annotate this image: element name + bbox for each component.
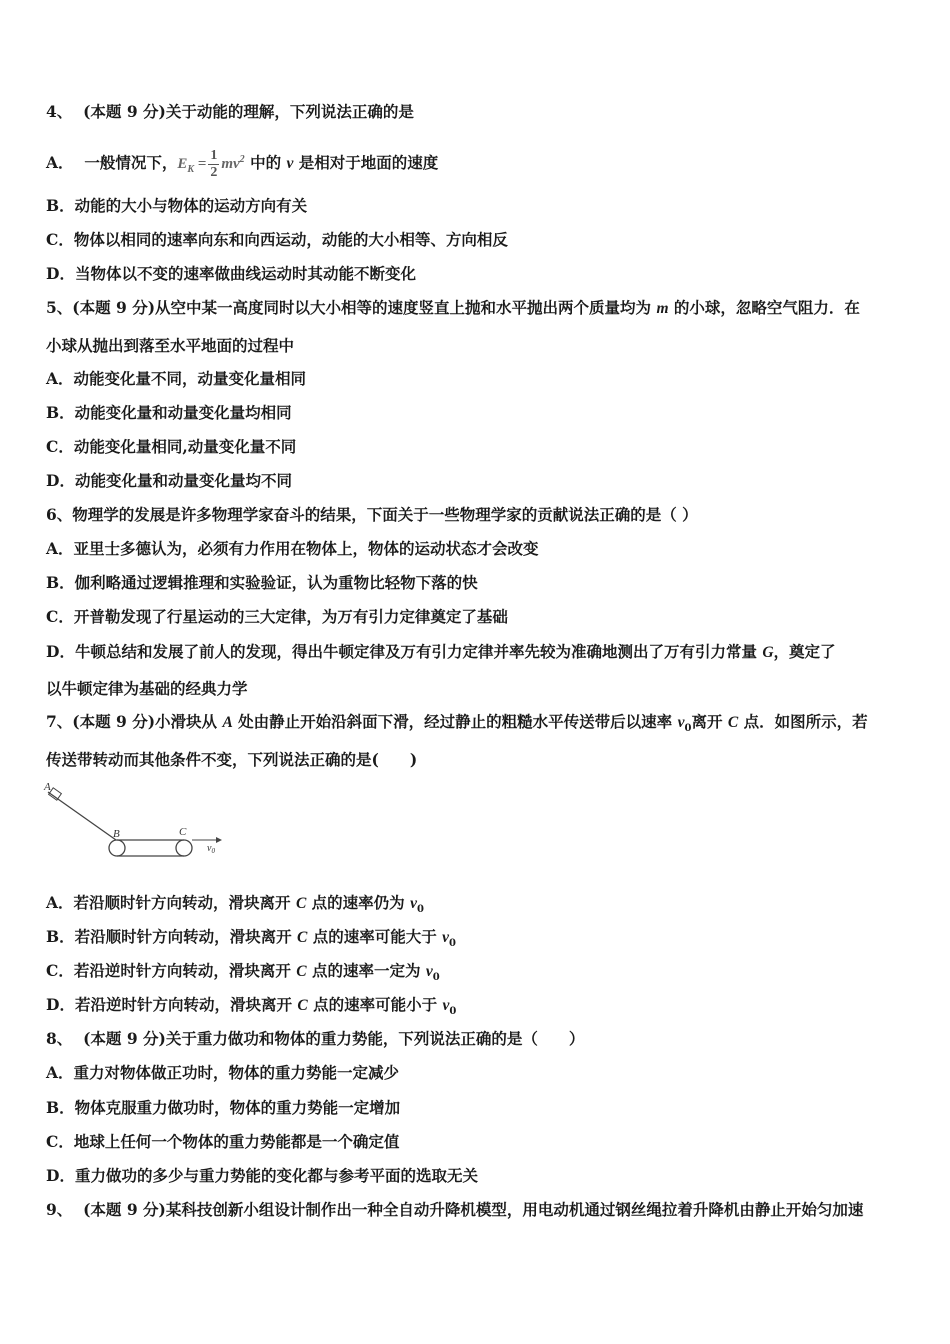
q7-option-c: C．若沿逆时针方向转动，滑块离开 C 点的速率一定为 $v_0$ [46, 961, 440, 984]
q8-option-a: A．重力对物体做正功时，物体的重力势能一定减少 [46, 1063, 400, 1082]
q4-option-b: B．动能的大小与物体的运动方向有关 [46, 196, 308, 215]
q6-stem: 6、物理学的发展是许多物理学家奋斗的结果，下面关于一些物理学家的贡献说法正确的是（ ） [46, 505, 698, 524]
q6-option-a: A．亚里士多德认为，必须有力作用在物体上，物体的运动状态才会改变 [46, 539, 539, 558]
q5-stem-line1: 5、(本题 9 分)从空中某一高度同时以大小相等的速度竖直上抛和水平抛出两个质量均为 m 的小球，忽略空气阻力．在 [46, 298, 860, 317]
q7-option-d: D．若沿逆时针方向转动，滑块离开 C 点的速率可能小于 $v_0$ [46, 995, 457, 1018]
fraction: $\frac{1}{2}$ [210, 148, 218, 181]
q8-option-d: D．重力做功的多少与重力势能的变化都与参考平面的选取无关 [46, 1166, 478, 1185]
q5-stem-line2: 小球从抛出到落至水平地面的过程中 [46, 336, 295, 355]
conveyor-belt-diagram [40, 780, 230, 862]
q4-option-a: A． 一般情况下，$E_K$ = $\frac{1}{2}$ $mv^2$ 中的 v 是相对于地面的速度 [46, 148, 439, 181]
label-v0: $v_0$ [207, 843, 215, 855]
q4-stem-text: (本题 9 分)关于动能的理解，下列说法正确的是 [83, 102, 414, 121]
q7-option-b: B．若沿顺时针方向转动，滑块离开 C 点的速率可能大于 $v_0$ [46, 927, 456, 950]
label-b: B [113, 828, 120, 840]
q4-stem [46, 102, 414, 122]
q4-option-c: C．物体以相同的速率向东和向西运动，动能的大小相等、方向相反 [46, 230, 508, 249]
q8-stem: 8、 (本题 9 分)关于重力做功和物体的重力势能，下列说法正确的是（ ） [46, 1029, 585, 1048]
q6-option-d-line2: 以牛顿定律为基础的经典力学 [46, 679, 248, 698]
q8-option-c: C．地球上任何一个物体的重力势能都是一个确定值 [46, 1132, 400, 1151]
belt-roller-right [176, 840, 192, 856]
q5-option-d: D．动能变化量和动量变化量均不同 [46, 471, 292, 490]
q5-option-b: B．动能变化量和动量变化量均相同 [46, 403, 292, 422]
q6-option-c: C．开普勒发现了行星运动的三大定律，为万有引力定律奠定了基础 [46, 607, 508, 626]
q6-option-b: B．伽利略通过逻辑推理和实验验证，认为重物比轻物下落的快 [46, 573, 478, 592]
q4-option-d: D．当物体以不变的速率做曲线运动时其动能不断变化 [46, 264, 416, 283]
label-a: A [44, 781, 51, 793]
q8-option-b: B．物体克服重力做功时，物体的重力势能一定增加 [46, 1098, 401, 1117]
velocity-arrowhead [216, 837, 222, 843]
q5-option-a: A．动能变化量不同，动量变化量相同 [46, 369, 307, 388]
q4-number: 4、 [46, 102, 73, 121]
q7-stem-line2: 传送带转动而其他条件不变，下列说法正确的是( ) [46, 750, 418, 769]
belt-roller-left [109, 840, 125, 856]
q6-option-d-line1: D．牛顿总结和发展了前人的发现，得出牛顿定律及万有引力定律并率先较为准确地测出了万有引力常量 G，奠定了 [46, 642, 836, 661]
kinetic-energy-formula: $E_K$ = $\frac{1}{2}$ $mv^2$ [177, 148, 245, 181]
q9-stem: 9、 (本题 9 分)某科技创新小组设计制作出一种全自动升降机模型，用电动机通过钢丝绳拉着升降机由静止开始匀加速 [46, 1200, 864, 1219]
q7-option-a: A．若沿顺时针方向转动，滑块离开 C 点的速率仍为 $v_0$ [46, 893, 424, 916]
label-c: C [179, 826, 187, 838]
q7-stem-line1: 7、(本题 9 分)小滑块从 A 处由静止开始沿斜面下滑，经过静止的粗糙水平传送带后以速率 $v_0$离开 C 点．如图所示，若 [46, 712, 868, 735]
incline-line [48, 792, 116, 840]
q5-option-c: C．动能变化量相同,动量变化量不同 [46, 437, 297, 456]
